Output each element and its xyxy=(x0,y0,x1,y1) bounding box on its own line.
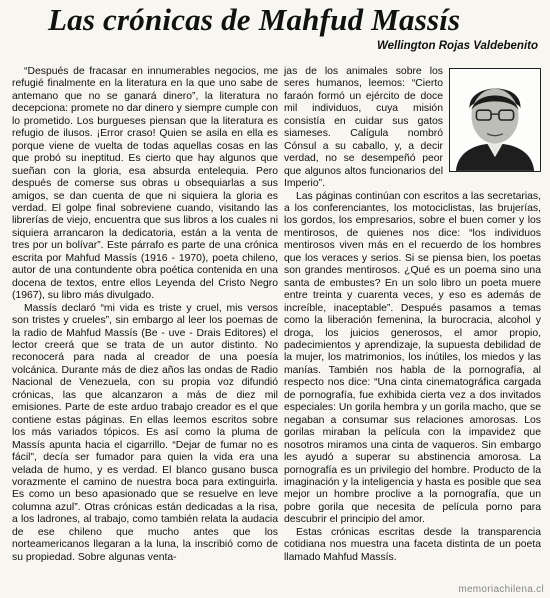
paragraph: Las páginas continúan con escritos a las secretarias, a los conferenciantes, los motociclistas, las brujerías, los gordos, los empresarios, sobre el buen comer y los mentirosos, de quienes nos dice: “los individuos mentirosos viven más en el recuerdo de los hombres que los veraces y serios. Si se piensa bien, los poetas son grandes mentirosos. ¿Qué es un poema sino una santa de embustes? En un solo libro un poeta muere entre treinta y cuarenta veces, y eso es además de increíble, inaceptable”. Después pasamos a temas como la liberación femenina, la burocracia, alcohol y droga, los juicios generosos, el amor propio, padecimientos y aprendizaje, la supuesta debilidad de la mujer, los matrimonios, los inútiles, los miedos y las manías. También nos habla de la pornografía, al respecto nos dice: “Una cinta cinematográfica cargada de pornografía, fue exhibida cierta vez a dos invitados especiales: Un gorila hembra y un gorila macho, que se negaban a consumar sus relaciones amorosas. Los gorilas miraban la película con la impavidez que nosotros miramos una cinta de vaqueros. Sin embargo les ayudó a superar su abstinencia amorosa. La pornografía es un privilegio del hombre. Producto de la imaginación y la inteligencia y hasta es posible que sea mejor un hombre proclive a la pornografía, que un pobre gorila que necesita de película porno para descubrir el principio del amor. xyxy=(284,190,541,526)
paragraph: Massís declaró “mi vida es triste y cruel, mis versos son tristes y crueles”, sin embargo al leer los poemas de la radio de Mahfud Massís (Be - uve - Drais Editores) el lector creerá que se trata de un autor distinto. No reconocerá para nada al creador de una poesía volcánica. Durante más de diez años las ondas de Radio Nacional de Venezuela, con su propia voz difundió crónicas, las que alcanzaron a más de diez mil emisiones. Parte de este arduo trabajo creador es el que contiene estas páginas. En ellas leemos escritos sobre los más variados tópicos. Es así como la pluma de Massís apunta hacia el cigarrillo. “Dejar de fumar no es fácil”, decía ser fumador para quien la vida era una velada de humo, y es verdad. El blanco gusano busca vorazmente el camino de nuestra boca para extinguirla. Es como un beso apasionado que se resuelve en leve columna azul”. Otras crónicas están dedicadas a la risa, a los ladrones, al trabajo, como también relata la audacia de ese chileno que mucho antes que los norteamericanos llegaran a la luna, la inscribió como de su propiedad. Sobre algunas venta- xyxy=(12,302,278,563)
article-title: Las crónicas de Mahfud Massís xyxy=(48,2,461,37)
author-byline: Wellington Rojas Valdebenito xyxy=(376,40,538,52)
column-right xyxy=(284,66,541,564)
column-left xyxy=(12,66,278,564)
paragraph: “Después de fracasar en innumerables negocios, me refugié finalmente en la literatura en la que uno sabe de antemano que no se ganará dinero”, la literatura no decepciona: promete no dar dinero y siempre cumple con lo prometido. Los burgueses piensan que la literatura es refugio de ilusos. ¡Error craso! Quien se asila en ella es porque viene de vuelta de todas aquellas cosas en las que probó su ineptitud. Es cierto que hay algunos que sueñan con la gloria, esa absurda entelequia. Pero después de comerse sus obras u obsequiarlas a sus amigos, se dan cuenta de que ni siquiera la gloria es verdad. El golpe final sobreviene cuando, visitando las librerías de viejo, encuentra que sus libros a los cuales ni siquiera arrancaron la dedicatoria, están a la venta de tres por un bolívar”. Este párrafo es parte de una crónica escrita por Mahfud Massís (1916 - 1970), poeta chileno, autor de una contundente obra poética contenida en una docena de textos, entre ellos Leyenda del Cristo Negro (1967), su libro más divulgado. xyxy=(12,66,278,302)
paragraph: Estas crónicas escritas desde la transparencia cotidiana nos muestra una faceta distinta de un poeta llamado Mahfud Massís. xyxy=(284,526,541,563)
paragraph: jas de los animales sobre los seres humanos, leemos: “Cierto faraón formó un ejército de doce mil individuos, cuya misión consistía en cuidar sus gatos siameses. Calígula nombró Cónsul a su caballo, y, a decir verdad, no se desempeñó peor que algunos altos funcionarios del Imperio”. xyxy=(284,66,443,190)
portrait-illustration xyxy=(450,69,540,171)
watermark-text: memoriachilena.cl xyxy=(458,584,544,595)
author-portrait-photo xyxy=(449,68,541,172)
